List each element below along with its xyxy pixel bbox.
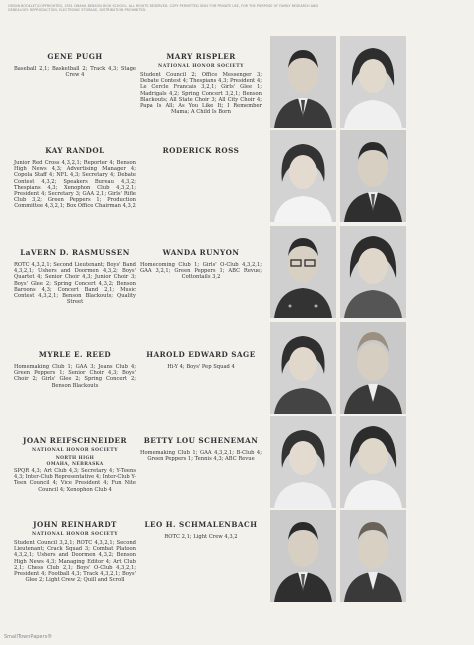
senior-activities: Student Council 3,2,1; ROTC 4,3,2,1; Second Lieutenant; Crack Squad 3; Combat Platoon 4,3,2,1; Ushers and Doormen 4,3,2; Benson High News 4,3; Managing Editor 4; Art Club 2,1; Chess Club 2,1; Boys' O-Club 4,3,2,1; President 4; Football 4,3; Track 4,3,2,1; Boys' Glee 2; Light Crew 2; Quill and Scroll xyxy=(14,540,136,584)
portrait-photo xyxy=(340,130,406,222)
honor-society: NATIONAL HONOR SOCIETY xyxy=(32,448,118,453)
senior-name: LEO H. SCHMALENBACH xyxy=(144,520,258,529)
senior-entry xyxy=(140,52,262,115)
senior-name: MYRLE E. REED xyxy=(38,350,112,359)
senior-activities: Junior Red Cross 4,3,2,1; Reporter 4; Benson High News 4,3; Advertising Manager 4; Copola Staff 4; NFL 4,3; Secretary 4; Debate Contest 4,3,2; Speakers Bureau 4,3,2; Thespians 4,3; Xenophon Club 4,3,2,1; President 4; Secretary 3; GAA 2,1; Girls' Rifle Club 3,2; Green Peppers 1; Production Committee 4,3,2,1; Box Office Chairman 4,3,2 xyxy=(14,160,136,210)
senior-name: WANDA RUNYON xyxy=(162,248,240,257)
senior-activities: Hi-Y 4; Boys' Pep Squad 4 xyxy=(167,364,235,370)
portrait-photo xyxy=(340,416,406,508)
portrait-photo xyxy=(270,226,336,318)
senior-entry xyxy=(140,248,262,281)
senior-name: JOAN REIFSCHNEIDER xyxy=(22,436,128,445)
senior-name: RODERICK ROSS xyxy=(162,146,240,155)
portrait-photo xyxy=(340,36,406,128)
senior-entry xyxy=(14,436,136,493)
senior-entry xyxy=(14,248,136,305)
senior-name: JOHN REINHARDT xyxy=(33,520,117,529)
portrait-photo xyxy=(270,322,336,414)
senior-activities: ROTC 2,1; Light Crew 4,3,2 xyxy=(164,534,238,540)
portrait-photo xyxy=(270,510,336,602)
senior-name: KAY RANDOL xyxy=(45,146,105,155)
senior-entry xyxy=(14,146,136,210)
copyright-notice: ORIGIN BOOKLET/COPYRIGHTED, 1951 OMAHA BENSON HIGH SCHOOL. ALL RIGHTS RESERVED. COPY PERMITTED ONLY FOR PRIVATE USE, FOR THE PURPOSE OF FAMILY RESEARCH AND GENEALOGY. REPRODUCTION, ELECTRONIC STORAGE, DISTRIBUTION PROHIBITED. xyxy=(8,4,319,12)
senior-entry xyxy=(140,520,262,540)
senior-entry xyxy=(140,146,262,160)
portrait-photo xyxy=(270,130,336,222)
senior-name: HAROLD EDWARD SAGE xyxy=(146,350,256,359)
previous-school: NORTH HIGH OMAHA, NEBRASKA xyxy=(46,456,104,467)
senior-entry xyxy=(14,52,136,78)
senior-name: BETTY LOU SCHENEMAN xyxy=(143,436,259,445)
senior-name: MARY RISPLER xyxy=(166,52,236,61)
portrait-photo xyxy=(270,36,336,128)
senior-activities: ROTC 4,3,2,1; Second Lieutenant; Boys' Band 4,3,2,1; Ushers and Doormen 4,3,2; Boys' Quartet 4; Senior Choir 4,3; Junior Choir 3; Boys' Glee 2; Spring Concert 4,3,2; Benson Baroons 4,3; Concert Band 2,1; Music Contest 4,3,2,1; Benson Blackouts; Quality Street xyxy=(14,262,136,306)
portrait-photo xyxy=(340,510,406,602)
senior-name: GENE PUGH xyxy=(47,52,103,61)
senior-entry xyxy=(140,350,262,370)
watermark: SmallTownPapers® xyxy=(4,634,53,640)
senior-entry xyxy=(14,520,136,583)
senior-name: LaVERN D. RASMUSSEN xyxy=(20,248,130,257)
senior-entry xyxy=(14,350,136,389)
honor-society: NATIONAL HONOR SOCIETY xyxy=(158,64,244,69)
senior-activities: Baseball 2,1; Basketball 2; Track 4,3; Stage Crew 4 xyxy=(14,66,136,79)
honor-society: NATIONAL HONOR SOCIETY xyxy=(32,532,118,537)
portrait-photo xyxy=(340,226,406,318)
portrait-photo xyxy=(340,322,406,414)
senior-activities: Student Council 2; Office Messenger 3; Debate Contest 4; Thespians 4,3; President 4; Le Cercle Francais 3,2,1; Girls' Glee 1; Madrigals 4,2; Spring Concert 3,2,1; Benson Blackouts; All State Choir 3; All City Choir 4; Papa Is All; As You Like It; I Remember Mama; A Child Is Born xyxy=(140,72,262,116)
senior-activities: Homemaking Club 1; GAA 4,3,2,1; B-Club 4; Green Peppers 1; Tennis 4,3; ABC Revue xyxy=(140,450,262,463)
senior-entry xyxy=(140,436,262,462)
senior-activities: Homemaking Club 1; GAA 3; Jeans Club 4; Green Peppers 1; Senior Choir 4,3; Boys' Choir 2; Girls' Glee 2; Spring Concert 2; Benson Blackouts xyxy=(14,364,136,389)
senior-activities: SPQR 4,3; Art Club 4,3; Secretary 4; Y-Teens 4,3; Inter-Club Representative 4; Inter-Club Y-Teen Council 4; Vice President 4; Fun Nite Council 4; Xenophon Club 4 xyxy=(14,468,136,493)
portrait-photo xyxy=(270,416,336,508)
senior-activities: Homecoming Club 1; Girls' O-Club 4,3,2,1; GAA 3,2,1; Green Peppers 1; ABC Revue; Cottontails 3,2 xyxy=(140,262,262,281)
